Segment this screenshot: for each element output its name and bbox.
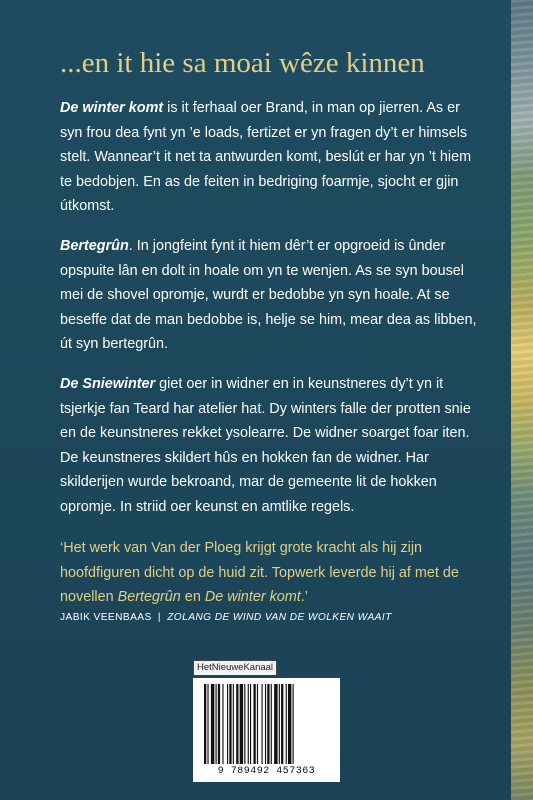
barcode-bar bbox=[233, 684, 234, 764]
barcode-bar bbox=[253, 684, 255, 764]
blurb-paragraph-bertegrun bbox=[60, 234, 480, 357]
barcode-bar bbox=[244, 684, 245, 764]
barcode-bar bbox=[236, 684, 238, 764]
barcode-bars bbox=[202, 684, 331, 764]
barcode-bar bbox=[271, 684, 272, 764]
barcode-bar bbox=[218, 684, 220, 764]
barcode-bar bbox=[204, 684, 206, 764]
novella-description: . In jongfeint fynt it hiem dêr’t er opgroeid is ûnder opspuite lân en dolt in hoale om yn te wenjen. As se syn bousel mei de shovel opromje, wurdt er bedobbe yn syn hoale. At se beseffe dat de man bedobbe is, helje se him, mear dea as libben, út syn bertegrûn. bbox=[60, 238, 477, 352]
quote-source bbox=[60, 612, 480, 623]
quote-separator: | bbox=[157, 612, 161, 623]
barcode-bar bbox=[288, 684, 291, 764]
novella-description: is it ferhaal oer Brand, in man op jierren. As er syn frou dea fynt yn ’e loads, fertizet er yn fragen dy’t er himsels stelt. Wannear’t it net ta antwurden komt, beslút er har yn ’t hiem te bedobjen. En as de feiten in bedriging foarmje, sjocht er gjin útkomst. bbox=[60, 100, 472, 214]
barcode-bar bbox=[281, 684, 283, 764]
headline: ...en it hie sa moai wêze kinnen bbox=[60, 47, 425, 79]
novella-title: De Sniewinter bbox=[60, 376, 156, 392]
barcode-bar bbox=[293, 684, 294, 764]
barcode-bar bbox=[279, 684, 280, 764]
barcode-bar bbox=[227, 684, 228, 764]
barcode-bar bbox=[216, 684, 217, 764]
barcode-bar bbox=[207, 684, 208, 764]
quote-source-work: ZOLANG DE WIND VAN DE WOLKEN WAAIT bbox=[167, 612, 392, 623]
isbn-barcode bbox=[193, 678, 340, 782]
blurb-paragraph-de-sniewinter bbox=[60, 372, 480, 519]
barcode-bar bbox=[257, 684, 258, 764]
barcode-bar bbox=[267, 684, 269, 764]
blurb-paragraph-de-winter-komt bbox=[60, 96, 480, 219]
barcode-bar bbox=[240, 684, 243, 764]
publisher-label: HetNieuweKanaal bbox=[193, 660, 277, 676]
quote-text: en bbox=[180, 589, 205, 605]
barcode-bar bbox=[250, 684, 251, 764]
review-quote bbox=[60, 536, 480, 610]
barcode-bar bbox=[286, 684, 287, 764]
quote-author: JABIK VEENBAAS bbox=[60, 612, 152, 623]
quote-text: ‘Het werk van Van der Ploeg krijgt grote kracht als hij zijn hoofdfiguren dicht op de huid zit. Topwerk leverde hij af met de novellen bbox=[60, 540, 459, 605]
novella-description: giet oer in widner en in keunstneres dy’t yn it tsjerkje fan Teard har atelier hat. Dy winters falle der protten snie en de keunstneres rekket ysolearre. De widner soarget foar iten. De keunstneres skildert hûs en hokken fan de widner. Har skilderijen wurde bekroand, mar de gemeente lit de hokken opromje. In striid oer keunst en amtlike regels. bbox=[60, 376, 471, 515]
quote-title: Bertegrûn bbox=[117, 589, 181, 605]
barcode-bar bbox=[211, 684, 214, 764]
novella-title: Bertegrûn bbox=[60, 238, 129, 254]
barcode-bar bbox=[222, 684, 223, 764]
barcode-bar bbox=[274, 684, 277, 764]
novella-title: De winter komt bbox=[60, 100, 164, 116]
quote-title: De winter komt bbox=[204, 589, 301, 605]
isbn-number: 9 789492 457363 bbox=[217, 766, 316, 777]
barcode-bar bbox=[265, 684, 266, 764]
barcode-bar bbox=[262, 684, 263, 764]
barcode-bar bbox=[229, 684, 231, 764]
cover-painting-edge bbox=[511, 0, 533, 800]
barcode-area bbox=[193, 657, 340, 782]
barcode-bar bbox=[248, 684, 249, 764]
quote-text: .’ bbox=[300, 589, 308, 605]
